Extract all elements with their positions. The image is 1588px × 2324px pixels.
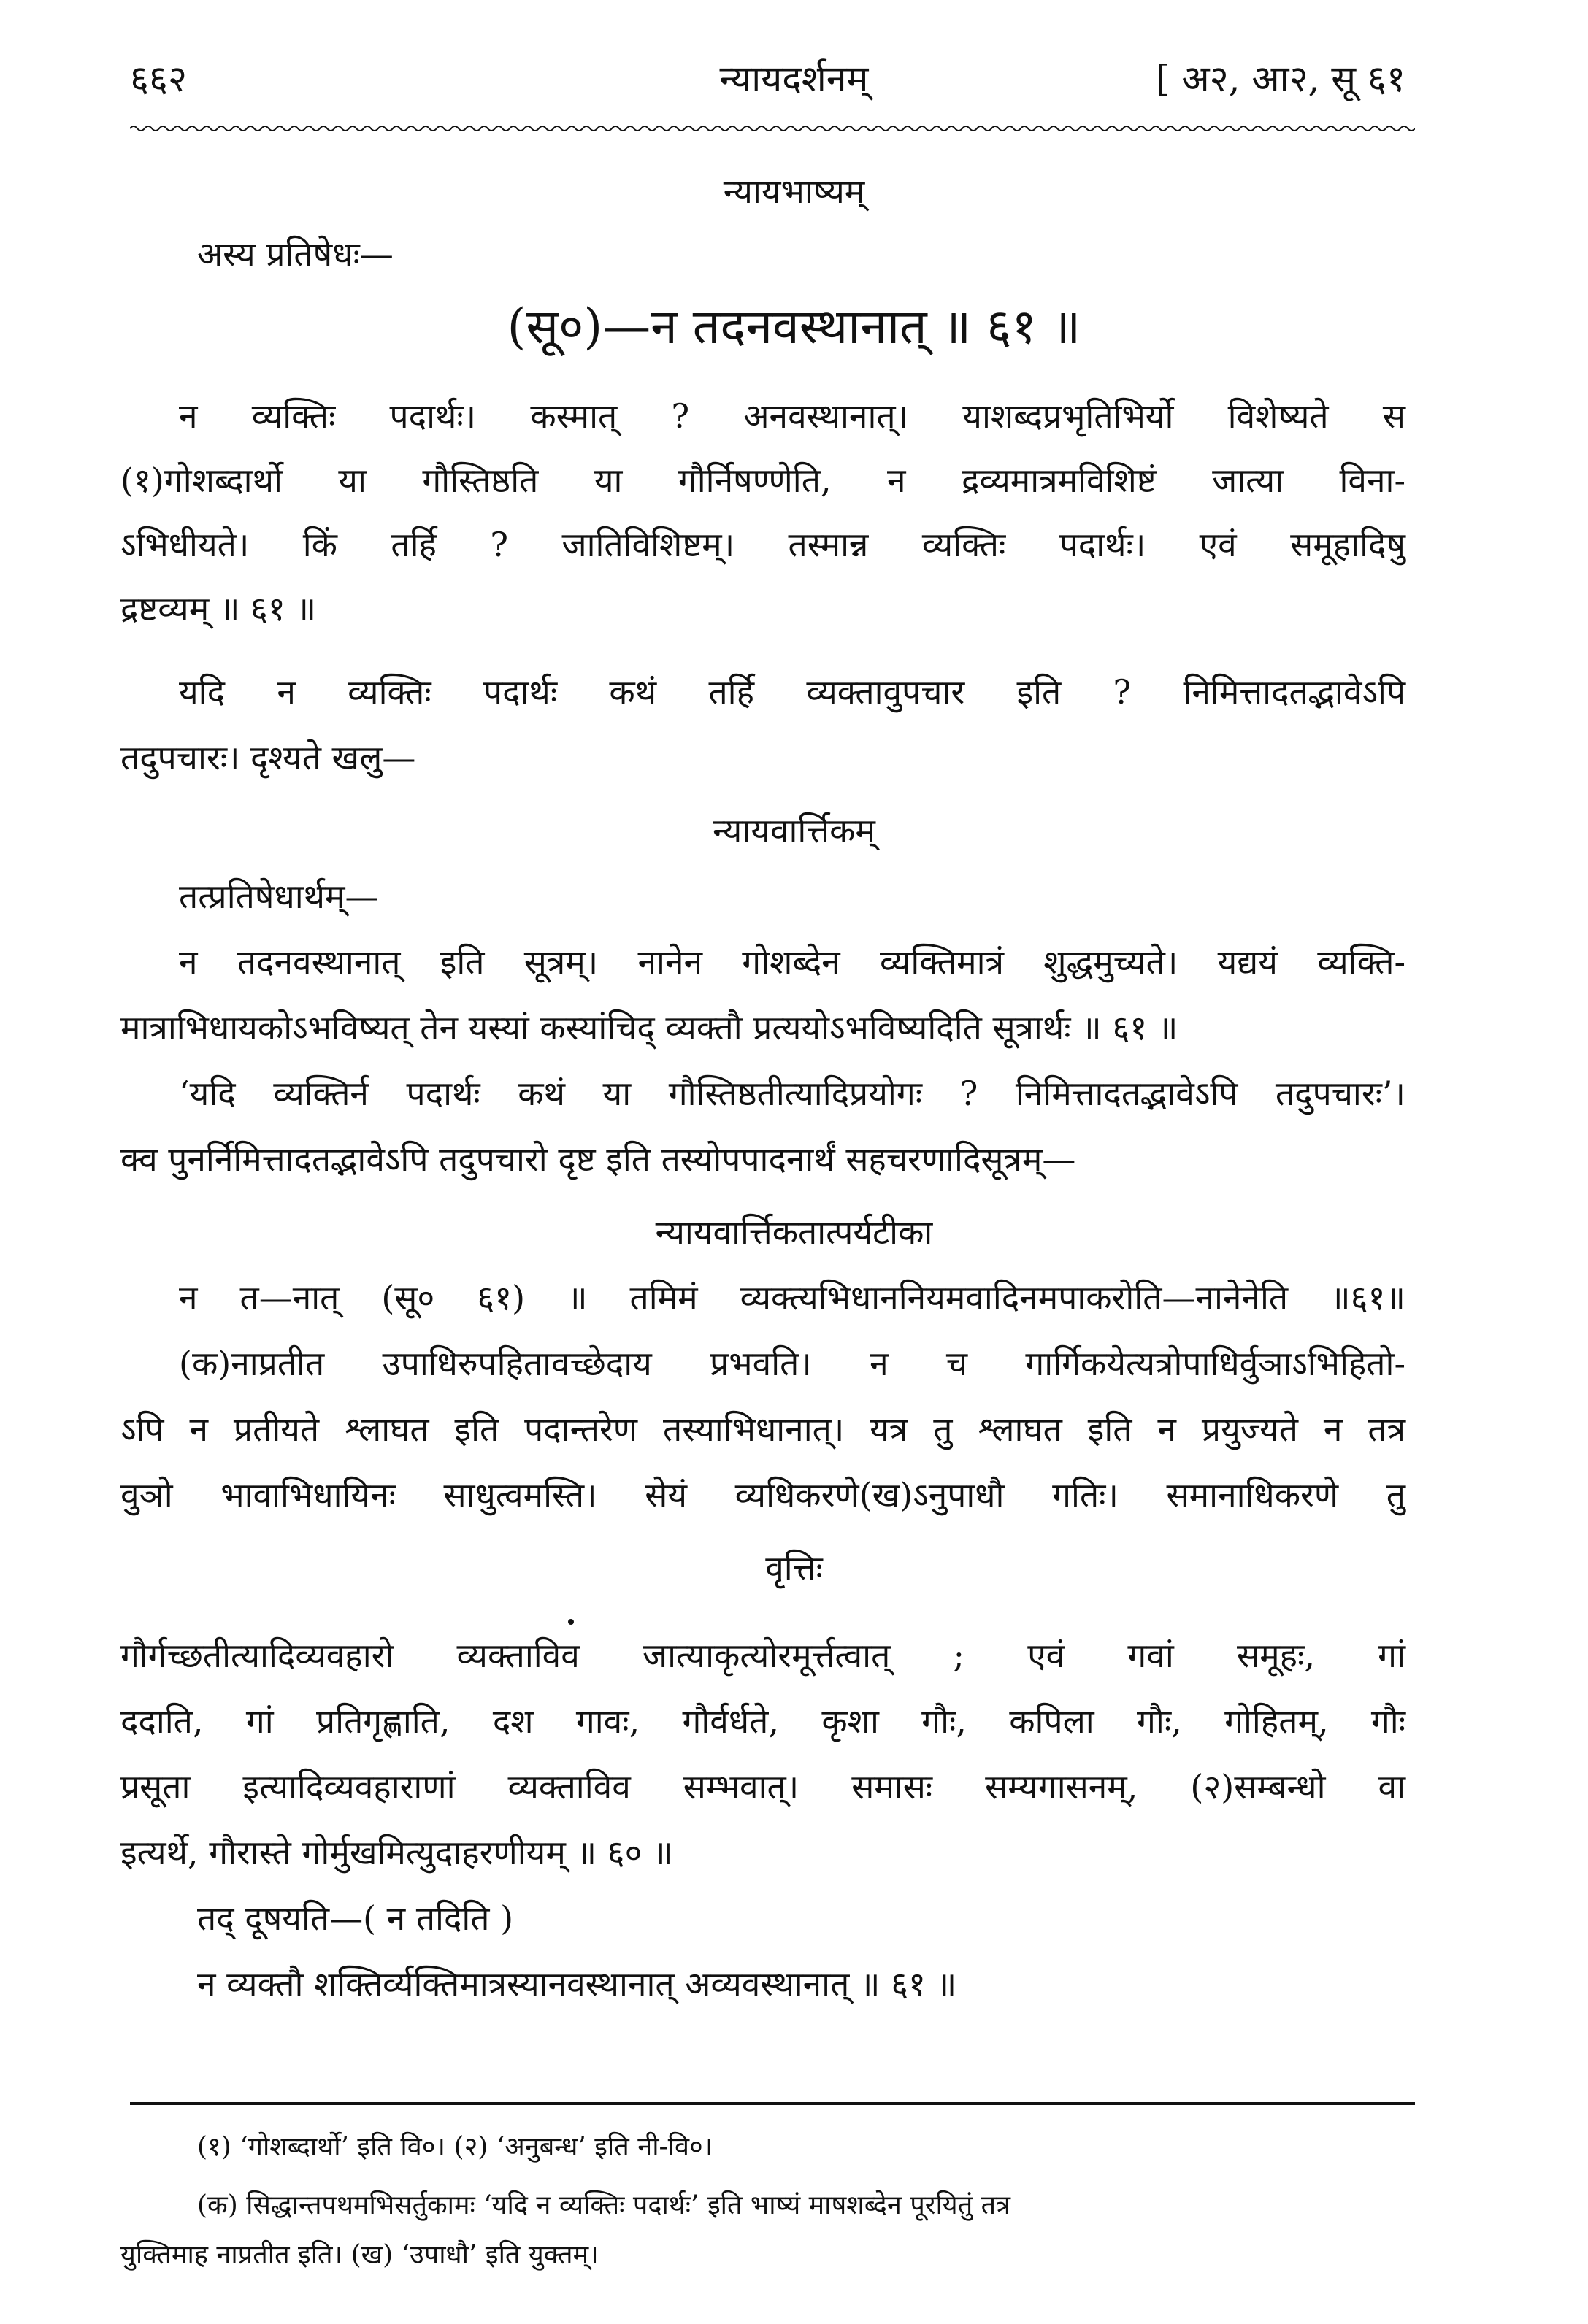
text-line: ददाति, गां प्रतिगृह्णाति, दश गावः, गौर्वर्धते, कृशा गौः, कपिला गौः, गोहितम्, गौः [120, 1701, 1405, 1741]
text-line: इत्यर्थे, गौरास्ते गोर्मुखमित्युदाहरणीयम् ॥ ६० ॥ [120, 1833, 673, 1872]
text-line: क्व पुनर्निमित्तादतद्भावेऽपि तदुपचारो दृष्ट इति तस्योपपादनार्थं सहचरणादिसूत्रम्— [120, 1139, 1076, 1179]
section-heading-vritti: वृत्तिः [765, 1548, 823, 1588]
section-heading-bhashya: न्यायभाष्यम् [723, 172, 865, 211]
section-heading-tika: न्यायवार्त्तिकतात्पर्यटीका [655, 1212, 933, 1252]
text-line: द्रष्टव्यम् ॥ ६१ ॥ [120, 589, 317, 628]
footnote: (क) सिद्धान्तपथमभिसर्तुकामः ‘यदि न व्यक्तिः पदार्थः’ इति भाष्यं माषशब्देन पूरयितुं तत्र [197, 2190, 1011, 2220]
text-line: तदुपचारः। दृश्यते खलु— [120, 738, 416, 777]
section-heading-vartika: न्यायवार्त्तिकम् [713, 811, 875, 850]
text-line: (१)गोशब्दार्थो या गौस्तिष्ठति या गौर्निषण्णेति, न द्रव्यमात्रमविशिष्टं जात्या विना- [120, 461, 1405, 500]
text-line: न त—नात् (सू० ६१) ॥ तमिमं व्यक्त्यभिधाननियमवादिनमपाकरोति—नानेनेति ॥६१॥ [179, 1278, 1405, 1317]
text-line: तद् दूषयति—( न तदिति ) [197, 1898, 514, 1938]
text-line: प्रसूता इत्यादिव्यवहाराणां व्यक्ताविव सम्भवात्। समासः सम्यगासनम्, (२)सम्बन्धो वा [120, 1767, 1405, 1807]
text-line: यदि न व्यक्तिः पदार्थः कथं तर्हि व्यक्तावुपचार इति ? निमित्तादतद्भावेऽपि [179, 672, 1405, 712]
footnote: युक्तिमाह नाप्रतीत इति। (ख) ‘उपाधौ’ इति युक्तम्। [120, 2240, 599, 2270]
sutra-line: (सू०)—न तदनवस्थानात् ॥ ६१ ॥ [507, 299, 1081, 355]
text-line: अस्य प्रतिषेधः— [197, 234, 394, 274]
page-number: ६६२ [130, 58, 187, 100]
section-reference: [ अ२, आ२, सू ६१ [1156, 58, 1405, 100]
header-wavy-rule [130, 124, 1415, 133]
text-line: न तदनवस्थानात् इति सूत्रम्। नानेन गोशब्देन व्यक्तिमात्रं शुद्धमुच्यते। यद्ययं व्यक्ति- [179, 942, 1405, 982]
text-line: वुञो भावाभिधायिनः साधुत्वमस्ति। सेयं व्यधिकरणे(ख)ऽनुपाधौ गतिः। समानाधिकरणे तु [120, 1475, 1405, 1515]
text-line: न व्यक्तिः पदार्थः। कस्मात् ? अनवस्थानात्। याशब्दप्रभृतिभिर्यो विशेष्यते स [179, 396, 1405, 436]
text-line: गौर्गच्छतीत्यादिव्यवहारो व्यक्ताविव जात्याकृत्योरमूर्त्तत्वात् ; एवं गवां समूहः, गां [120, 1636, 1405, 1675]
stray-dot [568, 1619, 574, 1625]
footnote: (१) ‘गोशब्दार्थो’ इति वि०। (२) ‘अनुबन्ध’ इति नी-वि०। [197, 2132, 713, 2162]
text-line: ‘यदि व्यक्तिर्न पदार्थः कथं या गौस्तिष्ठतीत्यादिप्रयोगः ? निमित्तादतद्भावेऽपि तदुपचारः’। [179, 1074, 1405, 1113]
text-line: मात्राभिधायकोऽभविष्यत् तेन यस्यां कस्यांचिद् व्यक्तौ प्रत्ययोऽभविष्यदिति सूत्रार्थः ॥ ६१ ॥ [120, 1008, 1178, 1047]
footnote-rule [130, 2102, 1415, 2105]
text-line: न व्यक्तौ शक्तिर्व्यक्तिमात्रस्यानवस्थानात् अव्यवस्थानात् ॥ ६१ ॥ [197, 1964, 957, 2004]
text-line: (क)नाप्रतीत उपाधिरुपहितावच्छेदाय प्रभवति। न च गार्गिकयेत्यत्रोपाधिर्वुञाऽभिहितो- [179, 1344, 1405, 1383]
text-line: ऽभिधीयते। किं तर्हि ? जातिविशिष्टम्। तस्मान्न व्यक्तिः पदार्थः। एवं समूहादिषु [120, 525, 1405, 564]
text-line: तत्प्रतिषेधार्थम्— [179, 877, 379, 916]
text-line: ऽपि न प्रतीयते श्लाघत इति पदान्तरेण तस्याभिधानात्। यत्र तु श्लाघत इति न प्रयुज्यते न तत्र [120, 1409, 1405, 1449]
running-title: न्यायदर्शनम् [719, 58, 869, 100]
